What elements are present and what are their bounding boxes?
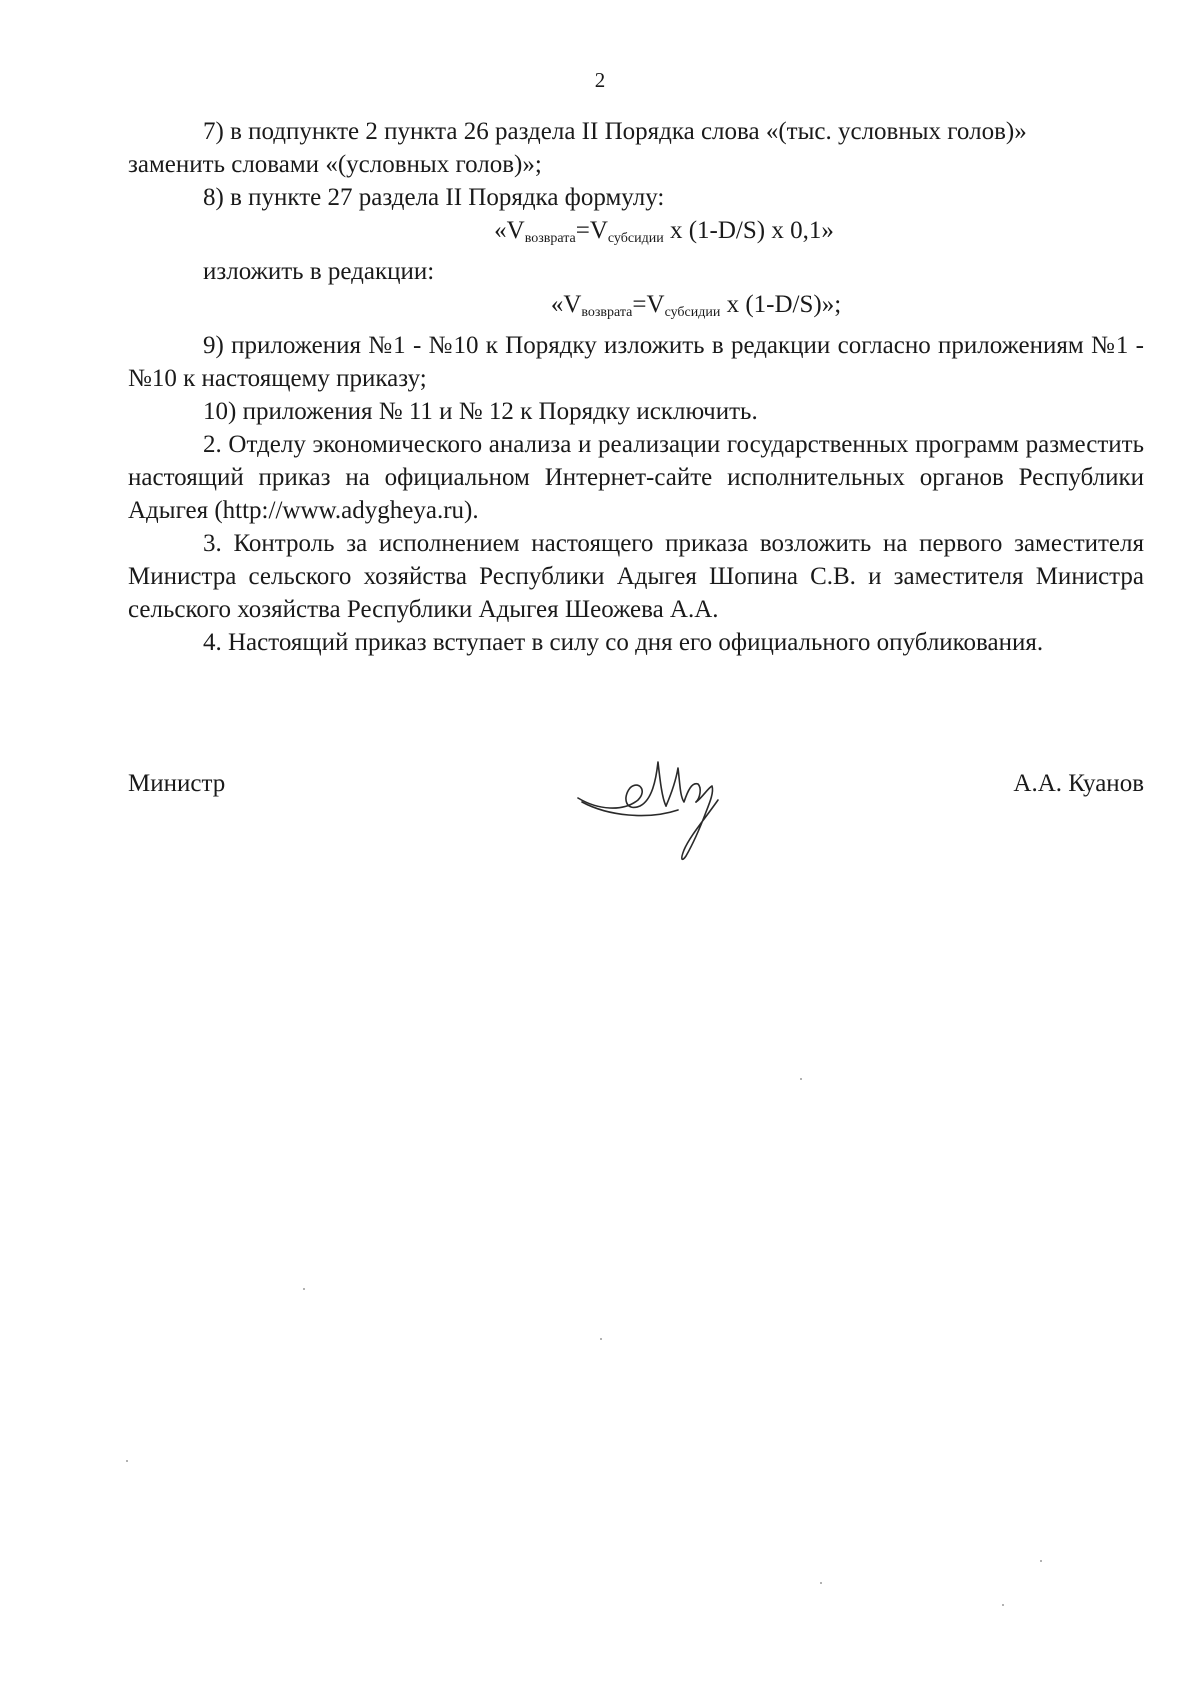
item-7-line-2: заменить словами «(условных голов)»; [128, 151, 542, 178]
point-3: 3. Контроль за исполнением настоящего приказа возложить на первого заместителя Министра сельского хозяйства Республики Адыгея Шопина С.В. и заместителя Министра сельского хозяйства Республики Адыгея Шеожева А.А. [128, 530, 1144, 623]
scan-speck [1002, 1604, 1004, 1606]
point-2: 2. Отделу экономического анализа и реализации государственных программ разместить настоящий приказ на официальном Интернет-сайте исполнительных органов Республики Адыгея (http://www.adygheya.ru). [128, 431, 1144, 524]
scan-speck [303, 1288, 305, 1290]
page-number: 2 [594, 68, 606, 92]
scan-speck [820, 1582, 822, 1584]
formula-new-rest: x (1-D/S)»; [720, 291, 842, 318]
formula-new-sub-return: возврата [581, 305, 633, 320]
scan-speck [600, 1338, 602, 1340]
document-body [128, 115, 1144, 659]
item-7-line-1: 7) в подпункте 2 пункта 26 раздела II Порядка слова «(тыс. условных голов)» [203, 118, 1027, 145]
scan-speck [126, 1460, 128, 1462]
restate-label: изложить в редакции: [203, 258, 435, 285]
signatory-name: А.А. Куанов [1013, 770, 1144, 797]
item-10: 10) приложения № 11 и № 12 к Порядку исключить. [203, 398, 758, 425]
formula-new [128, 288, 1144, 329]
formula-old-rest: x (1-D/S) x 0,1» [663, 217, 834, 244]
formula-old-sub-return: возврата [524, 231, 576, 246]
formula-new-mid: =V [632, 291, 665, 318]
formula-old-sub-subsidy: субсидии [607, 231, 664, 246]
formula-old [128, 214, 1144, 255]
formula-new-sub-subsidy: субсидии [664, 305, 721, 320]
signatory-role: Министр [128, 770, 226, 797]
signature-block [128, 770, 1144, 890]
item-8: 8) в пункте 27 раздела II Порядка формулу: [203, 184, 665, 211]
formula-old-mid: =V [575, 217, 608, 244]
point-4: 4. Настоящий приказ вступает в силу со дня его официального опубликования. [203, 629, 1044, 656]
scan-speck [1040, 1560, 1042, 1562]
handwritten-signature [568, 740, 748, 880]
scan-speck [800, 1078, 802, 1080]
formula-old-open: «V [494, 217, 525, 244]
formula-new-open: «V [550, 291, 582, 318]
item-9: 9) приложения №1 - №10 к Порядку изложить в редакции согласно приложениям №1 - №10 к настоящему приказу; [128, 332, 1144, 392]
